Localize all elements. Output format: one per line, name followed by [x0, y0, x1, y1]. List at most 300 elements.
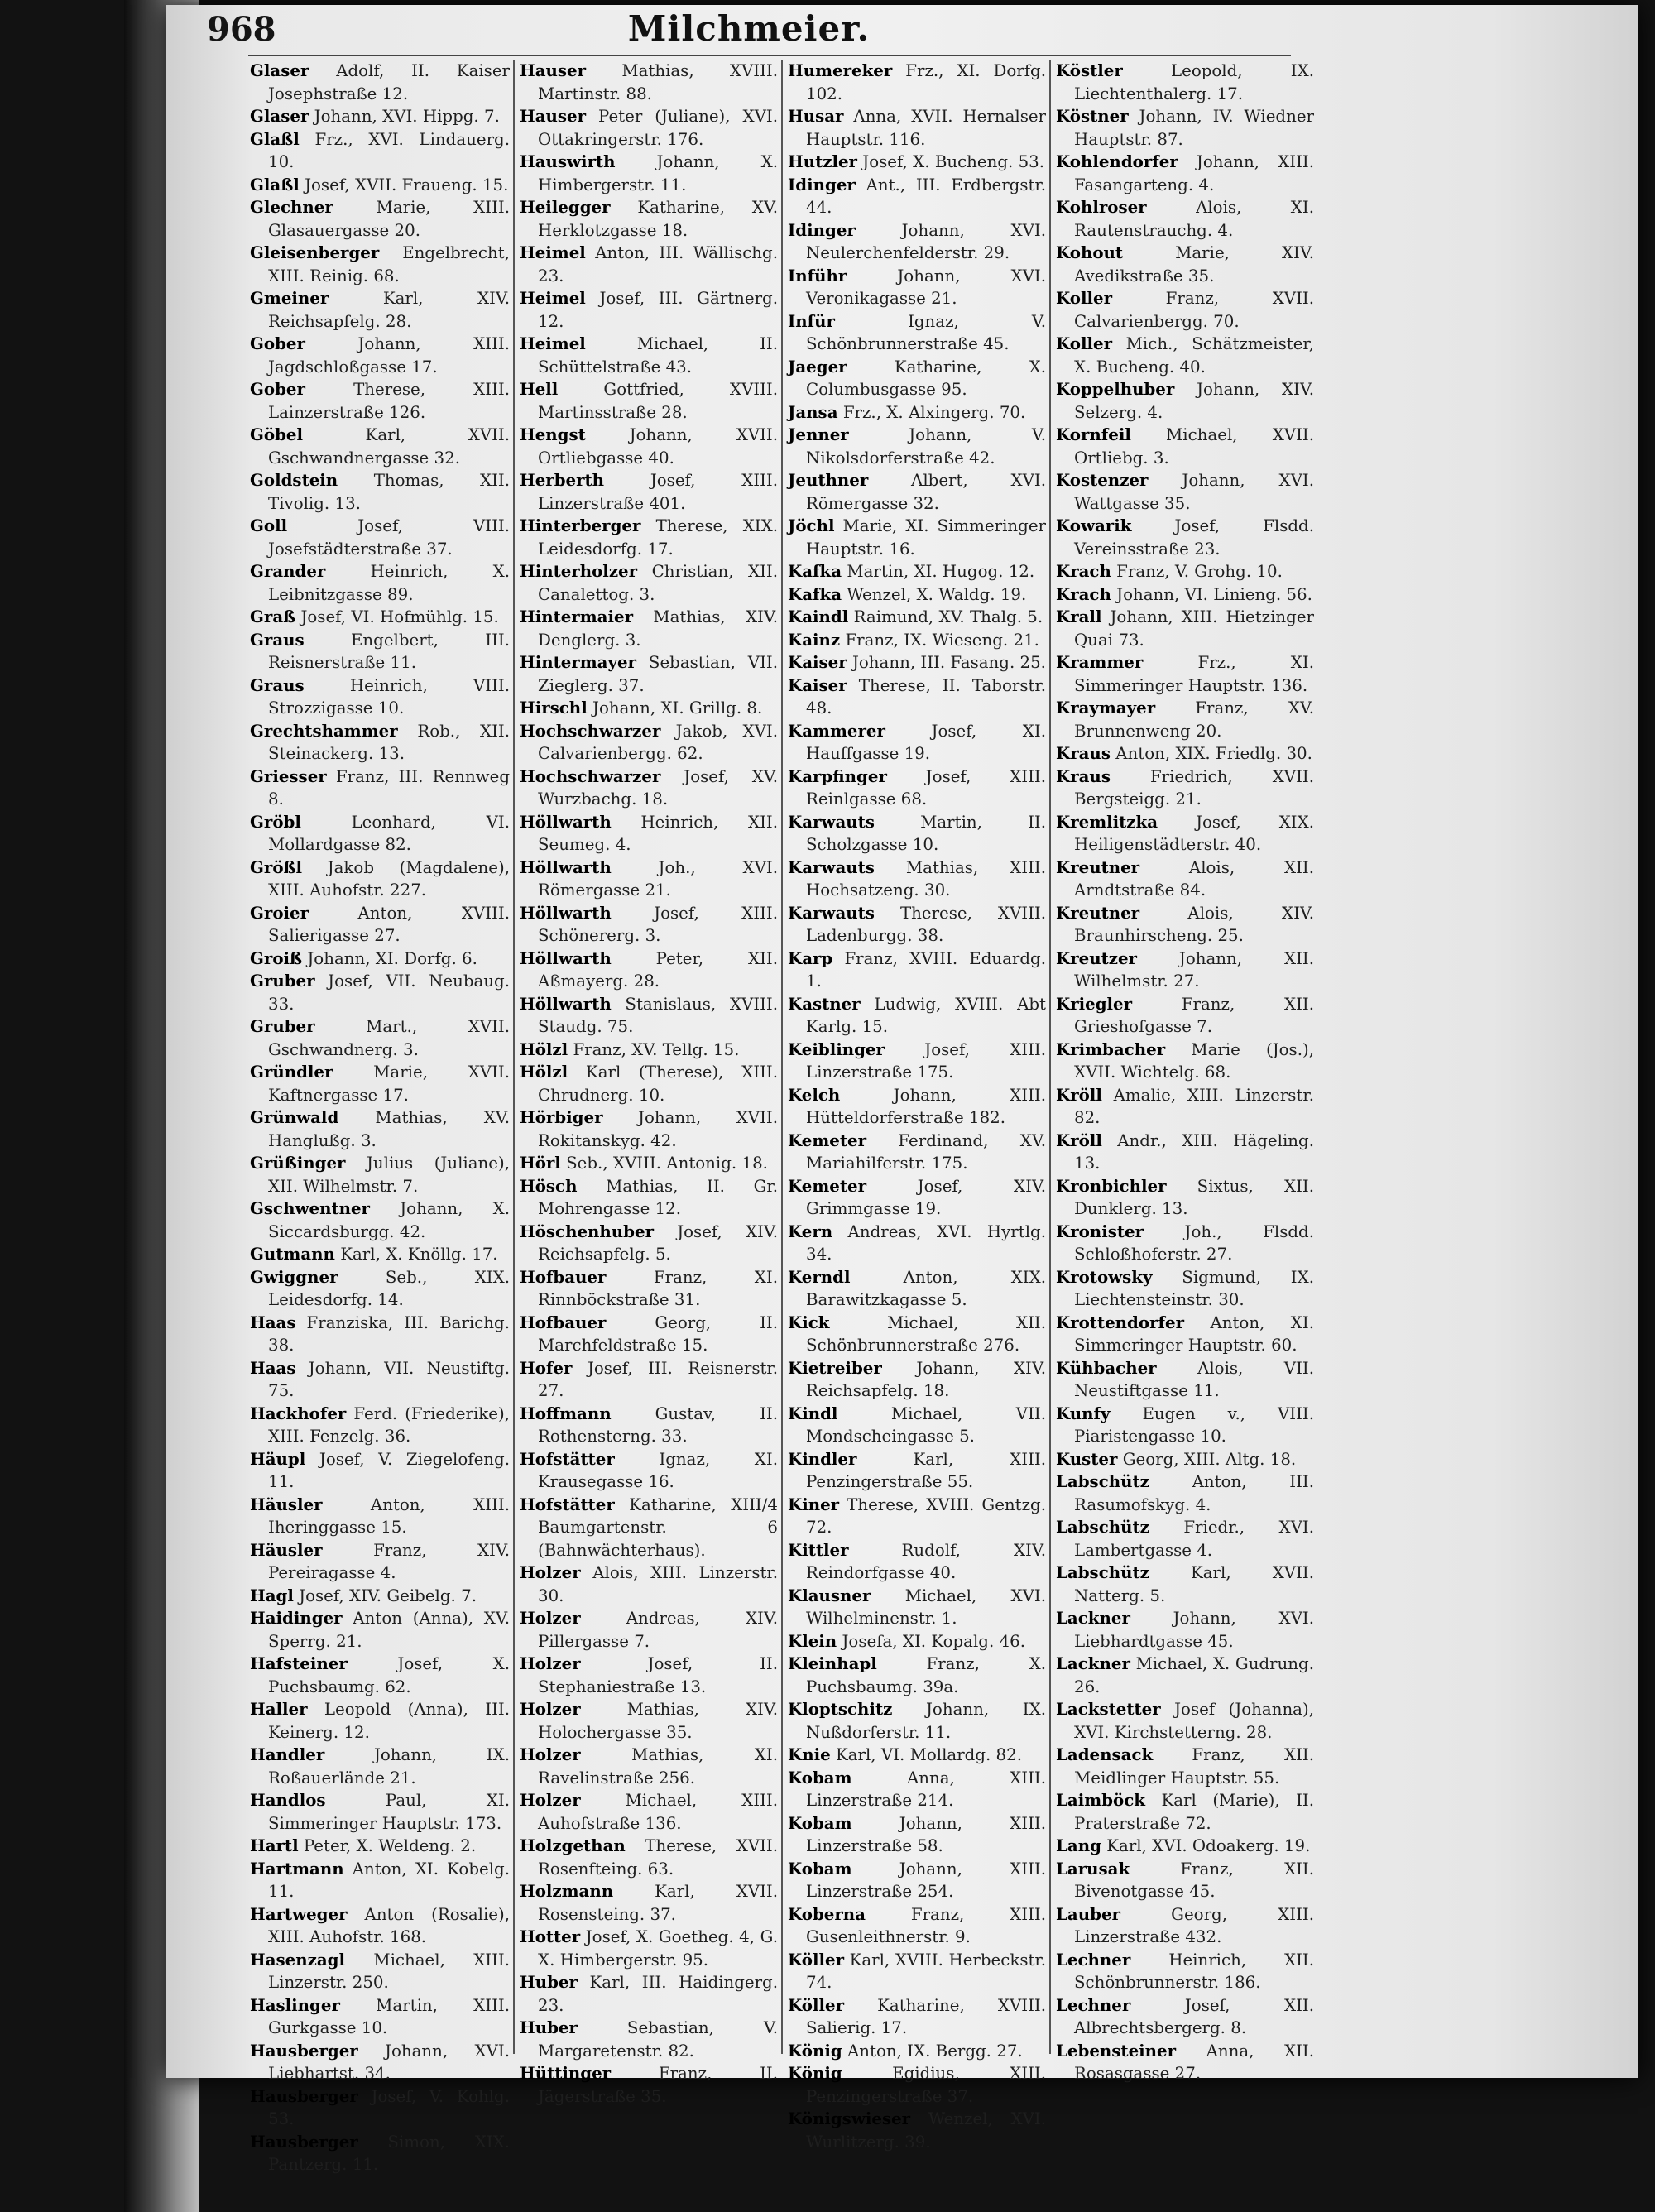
directory-entry: [520, 1971, 778, 2017]
directory-entry: [520, 242, 778, 287]
entry-surname: Karpfinger: [788, 765, 887, 786]
entry-details: Leonhard, VI. Mollardgasse 82.: [268, 812, 510, 854]
directory-entry: [520, 1926, 778, 1971]
entry-surname: Hinterholzer: [520, 561, 638, 581]
entry-details: Therese, XIX. Leidesdorfg. 17.: [538, 516, 778, 559]
entry-details: Therese, XVIII. Gentzg. 72.: [806, 1495, 1046, 1537]
directory-entry: [520, 1494, 778, 1562]
entry-surname: Kronister: [1056, 1221, 1144, 1241]
directory-entry: [250, 1061, 510, 1106]
directory-entry: [788, 310, 1046, 356]
entry-details: Josef, V. Kohlg. 53.: [268, 2086, 511, 2128]
directory-entry: [788, 1357, 1046, 1403]
entry-details: Karl, XIV. Reichsapfelg. 28.: [268, 289, 510, 331]
entry-details: Josef, II. Stephaniestraße 13.: [538, 1654, 778, 1696]
directory-entry: [250, 1949, 510, 1994]
directory-entry: [1056, 333, 1314, 378]
entry-details: Anton (Anna), XV. Sperrg. 21.: [268, 1609, 510, 1651]
entry-details: Karl, XVII. Natterg. 5.: [1074, 1563, 1314, 1605]
directory-entry: [1056, 1403, 1314, 1448]
entry-details: Katharine, XIII/4 Baumgartenstr. 6 (Bahnwächterhaus).: [538, 1495, 778, 1560]
entry-details: Karl, XVIII. Herbeckstr. 74.: [806, 1950, 1046, 1992]
entry-surname: Hörbiger: [520, 1107, 603, 1127]
entry-surname: Krotowsky: [1056, 1266, 1153, 1287]
entry-surname: Gmeiner: [250, 288, 329, 308]
entry-details: Sebastian, V. Margaretenstr. 82.: [538, 2018, 778, 2061]
entry-surname: Kleinhapl: [788, 1653, 877, 1673]
directory-entry: [788, 1698, 1046, 1744]
entry-surname: Köller: [788, 1994, 844, 2015]
entry-details: Martin, XIII. Gurkgasse 10.: [268, 1995, 510, 2037]
directory-entry: [788, 1494, 1046, 1539]
entry-details: Franz, XI. Rinnböckstraße 31.: [538, 1267, 778, 1309]
entry-surname: Haller: [250, 1699, 308, 1719]
entry-surname: Graus: [250, 629, 305, 650]
entry-surname: Karp: [788, 948, 833, 968]
entry-details: Karl, XIII. Penzingerstraße 55.: [806, 1449, 1046, 1491]
entry-surname: Kohlendorfer: [1056, 151, 1178, 171]
entry-surname: Kobam: [788, 1812, 852, 1833]
directory-entry: [788, 1039, 1046, 1084]
entry-surname: Kietreiber: [788, 1357, 882, 1378]
entry-details: Heinrich, VIII. Strozzigasse 10.: [268, 675, 510, 717]
directory-entry: [788, 856, 1046, 902]
directory-entry: [788, 1949, 1046, 1994]
directory-entry: [788, 765, 1046, 811]
entry-details: Mathias, XI. Ravelinstraße 256.: [538, 1745, 778, 1787]
directory-entry: [250, 1539, 510, 1585]
entry-surname: Lebensteiner: [1056, 2040, 1177, 2061]
entry-details: Michael, XII. Schönbrunnerstraße 276.: [806, 1312, 1046, 1355]
entry-details: Johann, XVI. Hippg. 7.: [314, 107, 500, 126]
entry-surname: Glaßl: [250, 128, 300, 149]
entry-details: Michael, XVII. Ortliebg. 3.: [1074, 425, 1314, 468]
entry-surname: Holzer: [520, 1562, 581, 1582]
entry-details: Josef, XIV. Grimmgasse 19.: [806, 1176, 1046, 1218]
directory-entry: [250, 902, 510, 948]
directory-entry: [1056, 469, 1314, 515]
entry-details: Johann, XIV. Reichsapfelg. 18.: [806, 1358, 1046, 1400]
directory-entry: [1056, 1858, 1314, 1903]
entry-surname: Kafka: [788, 583, 842, 604]
entry-details: Leopold (Anna), III. Keinerg. 12.: [268, 1700, 510, 1742]
directory-entry: [788, 1084, 1046, 1130]
directory-entry: [520, 902, 778, 948]
entry-details: Johann, X. Himbergerstr. 11.: [538, 152, 778, 194]
entry-details: Josef, VI. Hofmühlg. 15.: [300, 607, 499, 626]
directory-entry: [788, 2062, 1046, 2108]
entry-surname: Kindl: [788, 1403, 838, 1423]
entry-surname: Heimel: [520, 333, 586, 353]
entry-surname: Hausberger: [250, 2131, 358, 2152]
entry-details: Ludwig, XVIII. Abt Karlg. 15.: [806, 994, 1046, 1036]
entry-surname: Gschwentner: [250, 1198, 370, 1218]
entry-surname: Krammer: [1056, 652, 1144, 672]
entry-surname: Hauser: [520, 106, 587, 126]
directory-entry: [1056, 1744, 1314, 1789]
entry-surname: Huber: [520, 1972, 578, 1992]
entry-surname: Gutmann: [250, 1244, 335, 1264]
entry-details: Frz., X. Alxingerg. 70.: [842, 402, 1026, 422]
entry-surname: Holzer: [520, 1653, 581, 1673]
directory-entry: [788, 1175, 1046, 1221]
entry-details: Anna, XIII. Linzerstraße 214.: [806, 1768, 1046, 1810]
entry-surname: Kelch: [788, 1084, 841, 1105]
directory-entry: [520, 1221, 778, 1266]
entry-details: Georg, II. Marchfeldstraße 15.: [538, 1312, 778, 1355]
entry-surname: Kostenzer: [1056, 470, 1149, 490]
directory-entry: [788, 1585, 1046, 1630]
entry-surname: Kobam: [788, 1767, 852, 1787]
entry-surname: Gruber: [250, 971, 315, 991]
directory-entry: [250, 856, 510, 902]
entry-surname: Gruber: [250, 1016, 315, 1036]
entry-surname: König: [788, 2040, 842, 2061]
entry-details: Franz, XIV. Pereiragasse 4.: [268, 1540, 510, 1582]
column-4: [1049, 60, 1317, 2083]
directory-entry: [1056, 606, 1314, 651]
entry-details: Andreas, XIV. Pillergasse 7.: [538, 1609, 778, 1651]
entry-details: Andr., XIII. Hägeling. 13.: [1074, 1130, 1314, 1173]
directory-entry: [520, 1448, 778, 1494]
entry-details: Johann, XVI. Wattgasse 35.: [1074, 471, 1314, 513]
entry-details: Franz, III. Rennweg 8.: [268, 766, 510, 809]
entry-details: Raimund, XV. Thalg. 5.: [853, 607, 1043, 626]
entry-surname: Häupl: [250, 1448, 306, 1469]
entry-surname: Grüßinger: [250, 1153, 346, 1173]
entry-details: Adolf, II. Kaiser Josephstraße 12.: [268, 61, 510, 103]
directory-entry: [1056, 105, 1314, 151]
entry-surname: Idinger: [788, 174, 856, 194]
entry-details: Heinrich, XII. Seumeg. 4.: [538, 812, 778, 854]
directory-entry: [788, 902, 1046, 948]
entry-details: Anton, XIII. Iheringgasse 15.: [268, 1495, 510, 1537]
directory-entry: [250, 287, 510, 333]
entry-surname: Königswieser: [788, 2109, 911, 2128]
entry-surname: Holzer: [520, 1608, 581, 1628]
directory-entry: [250, 515, 510, 560]
entry-details: Frz., XI. Dorfg. 102.: [806, 61, 1047, 103]
directory-entry: [250, 1653, 510, 1698]
entry-details: Alois, XIII. Linzerstr. 30.: [538, 1563, 778, 1605]
directory-entry: [250, 811, 510, 856]
entry-details: Johann, XVI. Liebhartst. 34.: [268, 2041, 510, 2083]
entry-surname: Kröll: [1056, 1130, 1102, 1150]
page-number: 968: [207, 10, 276, 49]
entry-surname: Koller: [1056, 333, 1112, 353]
entry-surname: Hüttinger: [520, 2063, 612, 2083]
entry-surname: Kaiser: [788, 674, 847, 695]
entry-surname: Kremlitzka: [1056, 811, 1158, 832]
directory-entry: [788, 60, 1046, 105]
entry-details: Peter (Juliane), XVI. Ottakringerstr. 176.: [538, 107, 778, 149]
directory-entry: [250, 1607, 510, 1653]
entry-surname: Kerndl: [788, 1266, 851, 1287]
entry-surname: Hartl: [250, 1835, 299, 1855]
entry-surname: Krall: [1056, 607, 1102, 626]
entry-details: Johann, XVI. Liebhardtgasse 45.: [1074, 1609, 1314, 1651]
directory-entry: [520, 1744, 778, 1789]
entry-surname: Gwiggner: [250, 1266, 338, 1287]
entry-surname: Hölzl: [520, 1062, 568, 1082]
directory-entry: [1056, 1698, 1314, 1744]
entry-details: Karl, XVII. Rosensteing. 37.: [538, 1882, 778, 1924]
entry-details: Martin, II. Scholzgasse 10.: [806, 812, 1046, 854]
entry-details: Johann, VI. Linieng. 56.: [1116, 584, 1312, 604]
entry-details: Anton, XIX. Barawitzkagasse 5.: [806, 1267, 1046, 1309]
directory-entry: [1056, 583, 1314, 607]
entry-surname: Labschütz: [1056, 1471, 1149, 1491]
entry-surname: Laimböck: [1056, 1790, 1145, 1810]
entry-details: Franz, IX. Wieseng. 21.: [845, 630, 1039, 650]
entry-details: Sixtus, XII. Dunklerg. 13.: [1074, 1176, 1314, 1218]
directory-entry: [788, 265, 1046, 310]
directory-entry: [520, 287, 778, 333]
entry-details: Franz, XII. Bivenotgasse 45.: [1074, 1859, 1314, 1901]
entry-details: Egidius, XIII. Penzingerstraße 37.: [806, 2064, 1046, 2106]
directory-entry: [1056, 1221, 1314, 1266]
entry-surname: Kammerer: [788, 720, 885, 741]
entry-surname: Grander: [250, 561, 326, 581]
entry-details: Johann, XVI. Neulerchenfelderstr. 29.: [806, 220, 1046, 262]
entry-details: Josefa, XI. Kopalg. 46.: [842, 1631, 1025, 1651]
directory-entry: [250, 1835, 510, 1858]
directory-entry: [1056, 1448, 1314, 1471]
entry-details: Johann, IV. Wiedner Hauptstr. 87.: [1074, 107, 1314, 149]
entry-surname: Kohlroser: [1056, 197, 1147, 217]
directory-entry: [788, 1767, 1046, 1812]
entry-details: Karl (Marie), II. Praterstraße 72.: [1074, 1791, 1315, 1833]
directory-entry: [250, 1494, 510, 1539]
entry-surname: Höllwarth: [520, 856, 612, 877]
entry-surname: Kohout: [1056, 242, 1124, 262]
page-header: [207, 7, 1291, 53]
directory-entry: [788, 1812, 1046, 1858]
directory-entry: [788, 1266, 1046, 1312]
entry-surname: Kemeter: [788, 1175, 867, 1196]
entry-surname: Lauber: [1056, 1903, 1120, 1924]
entry-surname: Holzer: [520, 1699, 581, 1719]
entry-details: Josef, X. Bucheng. 53.: [862, 152, 1045, 171]
entry-surname: Hölzl: [520, 1039, 568, 1059]
entry-surname: Glaser: [250, 106, 309, 126]
directory-entry: [788, 1221, 1046, 1266]
directory-entry: [250, 333, 510, 378]
entry-details: Mathias, XIV. Holochergasse 35.: [538, 1700, 778, 1742]
entry-surname: Kreutzer: [1056, 948, 1137, 968]
entry-surname: Hochschwarzer: [520, 765, 661, 786]
entry-surname: Hinterberger: [520, 516, 641, 535]
entry-details: Andreas, XVI. Hyrtlg. 34.: [806, 1221, 1046, 1264]
directory-entry: [1056, 1357, 1314, 1403]
directory-entry: [520, 1106, 778, 1152]
entry-surname: Hofbauer: [520, 1266, 607, 1287]
directory-entry: [788, 1448, 1046, 1494]
entry-surname: Knie: [788, 1744, 831, 1764]
entry-details: Josef, Flsdd. Vereinsstraße 23.: [1074, 516, 1314, 559]
entry-surname: Köstler: [1056, 60, 1123, 80]
directory-entry: [788, 1403, 1046, 1448]
entry-surname: Jeuthner: [788, 470, 869, 490]
directory-entry: [250, 629, 510, 674]
directory-entry: [1056, 424, 1314, 469]
entry-details: Frz., XI. Simmeringer Hauptstr. 136.: [1074, 653, 1314, 695]
entry-details: Josef, X. Goetheg. 4, G. X. Himbergerstr. 95.: [538, 1927, 778, 1970]
entry-details: Michael, XIII. Auhofstraße 136.: [538, 1791, 778, 1833]
directory-entry: [250, 1266, 510, 1312]
directory-entry: [1056, 1653, 1314, 1698]
directory-entry: [250, 560, 510, 606]
entry-surname: Krottendorfer: [1056, 1312, 1185, 1332]
entry-surname: Griesser: [250, 765, 327, 786]
entry-details: Wenzel, X. Waldg. 19.: [847, 584, 1027, 604]
entry-details: Josef, XV. Wurzbachg. 18.: [538, 766, 778, 809]
entry-details: Michael, X. Gudrung. 26.: [1074, 1654, 1314, 1696]
directory-entry: [1056, 1903, 1314, 1949]
entry-surname: Hofer: [520, 1357, 573, 1378]
entry-surname: Hafsteiner: [250, 1653, 348, 1673]
entry-details: Franz, II. Jägerstraße 35.: [538, 2064, 778, 2106]
directory-entry: [250, 2085, 510, 2131]
directory-entry: [250, 469, 510, 515]
directory-entry: [788, 811, 1046, 856]
entry-details: Michael, VII. Mondscheingasse 5.: [806, 1403, 1046, 1446]
entry-details: Stanislaus, XVIII. Staudg. 75.: [538, 994, 778, 1036]
directory-entry: [1056, 1084, 1314, 1130]
entry-details: Franz, XII. Meidlinger Hauptstr. 55.: [1074, 1745, 1314, 1787]
directory-entry: [250, 1994, 510, 2040]
entry-details: Amalie, XIII. Linzerstr. 82.: [1074, 1085, 1314, 1127]
entry-details: Georg, XIII. Altg. 18.: [1122, 1449, 1297, 1469]
entry-surname: Holzmann: [520, 1881, 614, 1901]
directory-entry: [520, 1039, 778, 1062]
directory-entry: [1056, 1471, 1314, 1516]
entry-details: Josef, XVII. Fraueng. 15.: [305, 175, 509, 194]
entry-details: Karl, XVI. Odoakerg. 19.: [1106, 1836, 1311, 1855]
directory-entry: [520, 424, 778, 469]
entry-surname: Haas: [250, 1312, 296, 1332]
entry-surname: Kreutner: [1056, 856, 1140, 877]
directory-entry: [788, 219, 1046, 265]
entry-surname: Kuster: [1056, 1448, 1118, 1469]
entry-details: Josef, XIV. Geibelg. 7.: [299, 1586, 477, 1605]
entry-surname: Krach: [1056, 583, 1111, 604]
entry-details: Franz, V. Grohg. 10.: [1116, 562, 1283, 581]
entry-surname: Köller: [788, 1949, 844, 1970]
directory-entry: [788, 515, 1046, 560]
entry-surname: Larusak: [1056, 1858, 1130, 1879]
directory-entry: [1056, 287, 1314, 333]
entry-details: Karl, VI. Mollardg. 82.: [835, 1745, 1023, 1764]
directory-entry: [1056, 2040, 1314, 2085]
entry-details: Josef (Johanna), XVI. Kirchstetterng. 28.: [1074, 1700, 1314, 1742]
entry-surname: Hirschl: [520, 698, 588, 717]
directory-entry: [788, 1653, 1046, 1698]
directory-entry: [250, 606, 510, 629]
entry-details: Josef, III. Reisnerstr. 27.: [538, 1358, 779, 1400]
directory-entry: [520, 333, 778, 378]
directory-entry: [520, 1698, 778, 1744]
entry-details: Johann, XVII. Rokitanskyg. 42.: [538, 1108, 778, 1150]
entry-surname: Häusler: [250, 1494, 323, 1514]
directory-entry: [788, 151, 1046, 174]
entry-surname: Hösch: [520, 1175, 578, 1196]
entry-details: Heinrich, X. Leibnitzgasse 89.: [268, 562, 510, 604]
entry-surname: Kröll: [1056, 1084, 1102, 1105]
entry-surname: Ladensack: [1056, 1744, 1154, 1764]
entry-details: Johann, XIII. Hietzinger Quai 73.: [1074, 607, 1314, 650]
entry-details: Mathias, II. Gr. Mohrengasse 12.: [538, 1176, 778, 1218]
entry-details: Simon, XIX. Pantzerg. 11.: [268, 2132, 510, 2174]
entry-surname: Hausberger: [250, 2085, 358, 2106]
entry-surname: Hofstätter: [520, 1448, 615, 1469]
entry-surname: Jansa: [788, 401, 838, 422]
directory-entry: [1056, 1266, 1314, 1312]
entry-surname: Lackner: [1056, 1608, 1130, 1628]
directory-entry: [250, 1357, 510, 1403]
directory-entry: [250, 765, 510, 811]
entry-details: Josef, XII. Albrechtsbergerg. 8.: [1074, 1995, 1314, 2037]
entry-details: Karl (Therese), XIII. Chrudnerg. 10.: [538, 1063, 778, 1105]
entry-surname: Hotter: [520, 1927, 581, 1946]
entry-surname: Kern: [788, 1221, 833, 1241]
entry-details: Therese, II. Taborstr. 48.: [806, 675, 1046, 717]
entry-details: Engelbert, III. Reisnerstraße 11.: [268, 630, 510, 672]
entry-details: Johann, III. Fasang. 25.: [851, 653, 1046, 672]
directory-entry: [1056, 697, 1314, 742]
directory-entry: [520, 1653, 778, 1698]
directory-entry: [520, 1357, 778, 1403]
entry-details: Therese, XVII. Rosenfteing. 63.: [538, 1836, 778, 1879]
entry-details: Franz, XV. Brunnenweng 20.: [1074, 698, 1314, 741]
directory-entry: [1056, 1312, 1314, 1357]
entry-surname: Hausberger: [250, 2040, 358, 2061]
entry-details: Anton, XIX. Friedlg. 30.: [1115, 744, 1312, 763]
entry-surname: Kafka: [788, 561, 842, 581]
entry-surname: Hackhofer: [250, 1403, 347, 1423]
entry-details: Johann, X. Siccardsburgg. 42.: [268, 1199, 510, 1241]
entry-surname: Hagl: [250, 1585, 294, 1605]
directory-entry: [1056, 1607, 1314, 1653]
entry-details: Anna, XVII. Hernalser Hauptstr. 116.: [806, 107, 1047, 149]
entry-details: Franz, XII. Grieshofgasse 7.: [1074, 994, 1314, 1036]
directory-entry: [788, 1858, 1046, 1903]
entry-surname: Koppelhuber: [1056, 379, 1175, 399]
directory-entry: [788, 1312, 1046, 1357]
entry-surname: Höllwarth: [520, 902, 612, 923]
directory-entry: [250, 1903, 510, 1949]
entry-details: Michael, XVI. Wilhelminenstr. 1.: [806, 1586, 1046, 1628]
entry-surname: Hartweger: [250, 1903, 348, 1924]
directory-entry: [520, 1152, 778, 1175]
entry-details: Josef, VIII. Josefstädterstraße 37.: [268, 516, 510, 559]
directory-entry: [250, 60, 510, 105]
directory-entry: [520, 993, 778, 1039]
directory-entry: [1056, 515, 1314, 560]
entry-surname: Huber: [520, 2018, 578, 2037]
entry-details: Heinrich, XII. Schönbrunnerstr. 186.: [1074, 1950, 1314, 1992]
entry-surname: Hofbauer: [520, 1312, 607, 1332]
entry-surname: Keiblinger: [788, 1039, 885, 1059]
entry-details: Franz, XVIII. Eduardg. 1.: [806, 948, 1046, 991]
entry-surname: Lechner: [1056, 1994, 1131, 2015]
entry-surname: Glaser: [250, 60, 309, 80]
entry-surname: Lechner: [1056, 1949, 1131, 1970]
directory-entry: [1056, 1039, 1314, 1084]
entry-surname: Groiß: [250, 948, 303, 968]
directory-entry: [788, 560, 1046, 583]
entry-surname: Labschütz: [1056, 1517, 1149, 1537]
